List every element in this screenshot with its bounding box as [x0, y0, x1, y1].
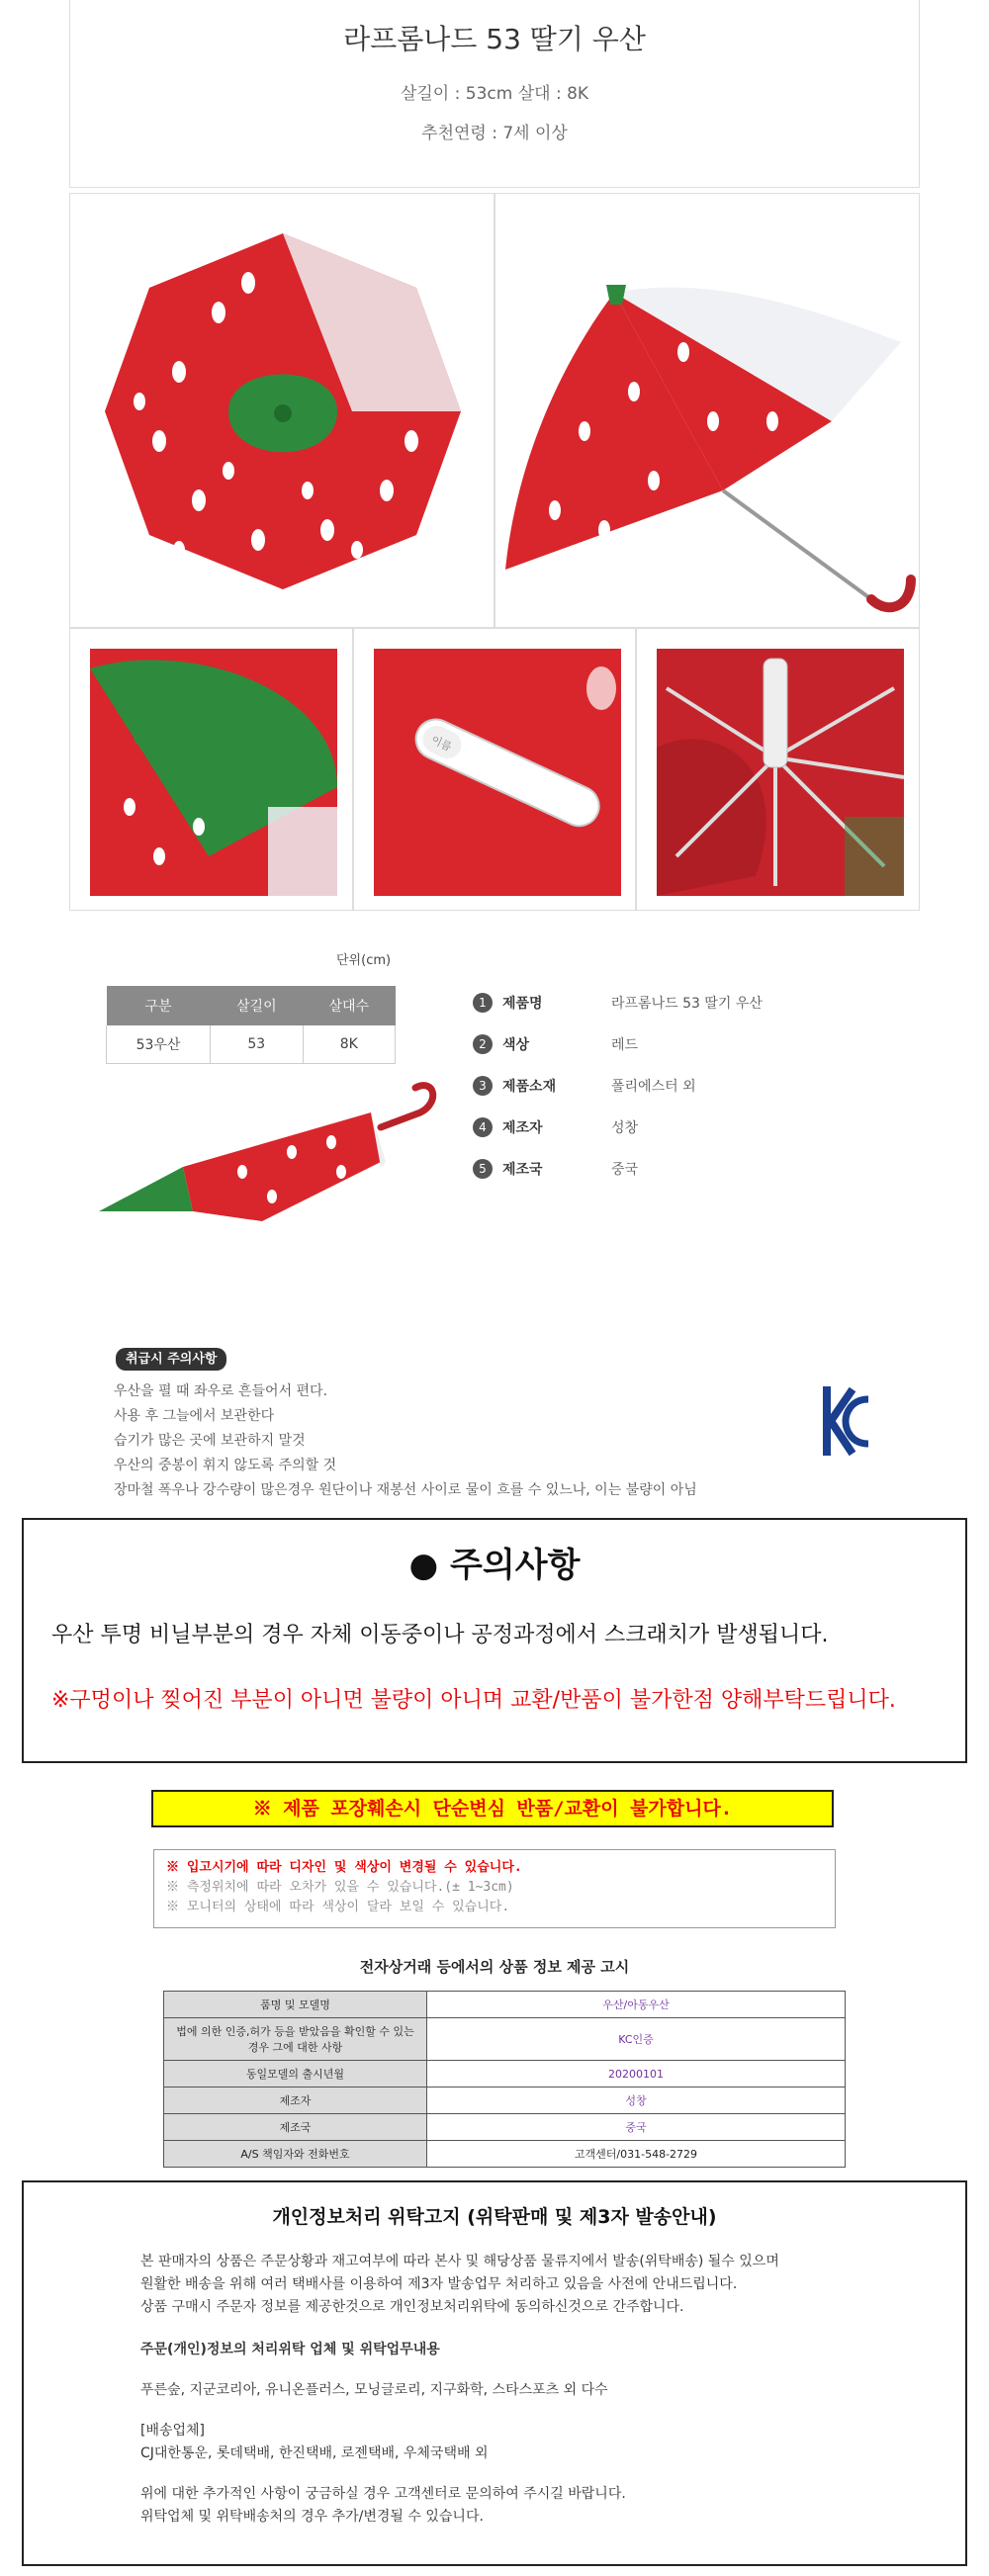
info-row-country — [473, 1148, 888, 1190]
notice-box — [22, 1518, 967, 1763]
info-label: 색상 — [502, 1037, 530, 1053]
gosi-key: 제조자 — [164, 2087, 427, 2114]
info-value: 폴리에스터 외 — [611, 1079, 696, 1095]
gosi-row — [164, 2087, 846, 2114]
info-row-material — [473, 1065, 888, 1107]
privacy-line: 원활한 배송을 위해 여러 택배사를 이용하여 제3자 발송업무 처리하고 있음을 사전에 안내드립니다. — [140, 2276, 738, 2292]
info-value: 라프롬나드 53 딸기 우산 — [611, 996, 763, 1012]
notice-line-1: 우산 투명 비닐부분의 경우 자체 이동중이나 공정과정에서 스크래치가 발생됩니다. — [51, 1623, 829, 1647]
gosi-row — [164, 2141, 846, 2168]
privacy-line: 본 판매자의 상품은 주문상황과 재고여부에 따라 본사 및 해당상품 물류지에서 발송(위탁배송) 될수 있으며 — [140, 2254, 779, 2269]
notice-measure-line: ※ 측정위치에 따라 오차가 있을 수 있습니다.(± 1~3cm) — [166, 1880, 514, 1895]
notice-monitor-line: ※ 모니터의 상태에 따라 색상이 달라 보일 수 있습니다. — [166, 1900, 510, 1914]
gosi-key: 동일모델의 출시년월 — [164, 2061, 427, 2087]
info-num: 1 — [473, 993, 493, 1013]
gosi-key: 제조국 — [164, 2114, 427, 2141]
care-line: 우산의 중봉이 휘지 않도록 주의할 것 — [114, 1458, 337, 1473]
kc-mark-icon — [821, 1384, 870, 1459]
notice-heading: ● 주의사항 — [408, 1546, 581, 1585]
size-cell-length: 53 — [211, 1025, 303, 1064]
gosi-title: 전자상거래 등에서의 상품 정보 제공 고시 — [359, 1958, 630, 1976]
page-title: 라프롬나드 53 딸기 우산 — [343, 23, 646, 55]
gosi-key: A/S 책임자와 전화번호 — [164, 2141, 427, 2168]
care-list — [114, 1379, 826, 1503]
privacy-sub-heading: 주문(개인)정보의 처리위탁 업체 및 위탁업무내용 — [140, 2342, 440, 2357]
umbrella-top-photo — [69, 193, 494, 628]
gosi-value: 중국 — [427, 2114, 846, 2141]
care-badge: 취급시 주의사항 — [116, 1348, 226, 1367]
info-label: 제조국 — [502, 1162, 543, 1178]
info-label: 제품명 — [502, 996, 543, 1012]
gosi-value: 20200101 — [427, 2061, 846, 2087]
privacy-outro — [140, 2483, 965, 2529]
care-line: 습기가 많은 곳에 보관하지 말것 — [114, 1433, 306, 1449]
size-header-ribs: 살대수 — [303, 986, 395, 1025]
gosi-row — [164, 2061, 846, 2087]
design-notice — [153, 1849, 836, 1928]
notice-design-line: ※ 입고시기에 따라 디자인 및 색상이 변경될 수 있습니다. — [166, 1860, 522, 1875]
gosi-key: 품명 및 모델명 — [164, 1992, 427, 2018]
size-cell-ribs: 8K — [303, 1025, 395, 1064]
size-header-length: 살길이 — [211, 986, 303, 1025]
gosi-row — [164, 2018, 846, 2061]
gosi-key: 법에 의한 인증,허가 등을 받았음을 확인할 수 있는 경우 그에 대한 사항 — [164, 2018, 427, 2061]
inside-frame-photo — [636, 628, 920, 911]
name-tag-label: 이름 — [428, 733, 454, 755]
packaging-notice: ※ 제품 포장훼손시 단순변심 반품/교환이 불가합니다. — [151, 1790, 834, 1827]
privacy-title: 개인정보처리 위탁고지 (위탁판매 및 제3자 발송안내) — [272, 2206, 717, 2228]
info-row-color — [473, 1023, 888, 1065]
info-num: 3 — [473, 1076, 493, 1096]
closed-umbrella-photo — [94, 1073, 450, 1246]
care-line: 장마철 폭우나 강수량이 많은경우 원단이나 재봉선 사이로 물이 흐를 수 있느나, 이는 불량이 아님 — [114, 1482, 697, 1498]
privacy-intro — [140, 2251, 965, 2319]
info-num: 4 — [473, 1117, 493, 1137]
info-value: 중국 — [611, 1162, 639, 1178]
info-row-maker — [473, 1107, 888, 1148]
gosi-value: 우산/아동우산 — [427, 1992, 846, 2018]
gosi-table — [163, 1991, 846, 2168]
info-value: 레드 — [611, 1037, 639, 1053]
size-header-type: 구분 — [107, 986, 211, 1025]
size-table — [106, 986, 396, 1064]
notice-line-2: ※구멍이나 찢어진 부분이 아니면 불량이 아니며 교환/반품이 불가한점 양해부탁드립니다. — [51, 1688, 896, 1713]
gosi-value: 성창 — [427, 2087, 846, 2114]
size-cell-type: 53우산 — [107, 1025, 211, 1064]
info-value: 성창 — [611, 1120, 639, 1136]
unit-label: 단위(cm) — [336, 953, 392, 968]
care-line: 사용 후 그늘에서 보관한다 — [114, 1408, 275, 1424]
age-line: 추천연령 : 7세 이상 — [421, 124, 568, 143]
gosi-row — [164, 2114, 846, 2141]
info-label: 제조자 — [502, 1120, 543, 1136]
privacy-line: 위탁업체 및 위탁배송처의 경우 추가/변경될 수 있습니다. — [140, 2509, 484, 2525]
privacy-line: 위에 대한 추가적인 사항이 궁금하실 경우 고객센터로 문의하여 주시길 바랍니다. — [140, 2486, 626, 2502]
umbrella-side-photo — [494, 193, 920, 628]
privacy-delivery-label: [배송업체] — [140, 2423, 206, 2439]
info-num: 2 — [473, 1034, 493, 1054]
info-num: 5 — [473, 1159, 493, 1179]
product-info-list — [473, 982, 888, 1190]
care-line: 우산을 펼 때 좌우로 흔들어서 편다. — [114, 1383, 328, 1399]
privacy-notice-box — [22, 2180, 967, 2566]
info-label: 제품소재 — [502, 1079, 557, 1095]
gosi-row — [164, 1992, 846, 2018]
gosi-value: KC인증 — [427, 2018, 846, 2061]
name-tag-photo — [353, 628, 636, 911]
leaf-detail-photo — [69, 628, 353, 911]
privacy-delivery: CJ대한통운, 롯데택배, 한진택배, 로젠택배, 우체국택배 외 — [140, 2445, 489, 2461]
gosi-value: 고객센터/031-548-2729 — [427, 2141, 846, 2168]
privacy-companies: 푸른숲, 지군코리아, 유니온플러스, 모닝글로리, 지구화학, 스타스포츠 외 다수 — [140, 2382, 608, 2398]
info-row-name — [473, 982, 888, 1023]
privacy-line: 상품 구매시 주문자 정보를 제공한것으로 개인정보처리위탁에 동의하신것으로 간주합니다. — [140, 2299, 684, 2315]
spec-line: 살길이 : 53cm 살대 : 8K — [400, 84, 589, 104]
